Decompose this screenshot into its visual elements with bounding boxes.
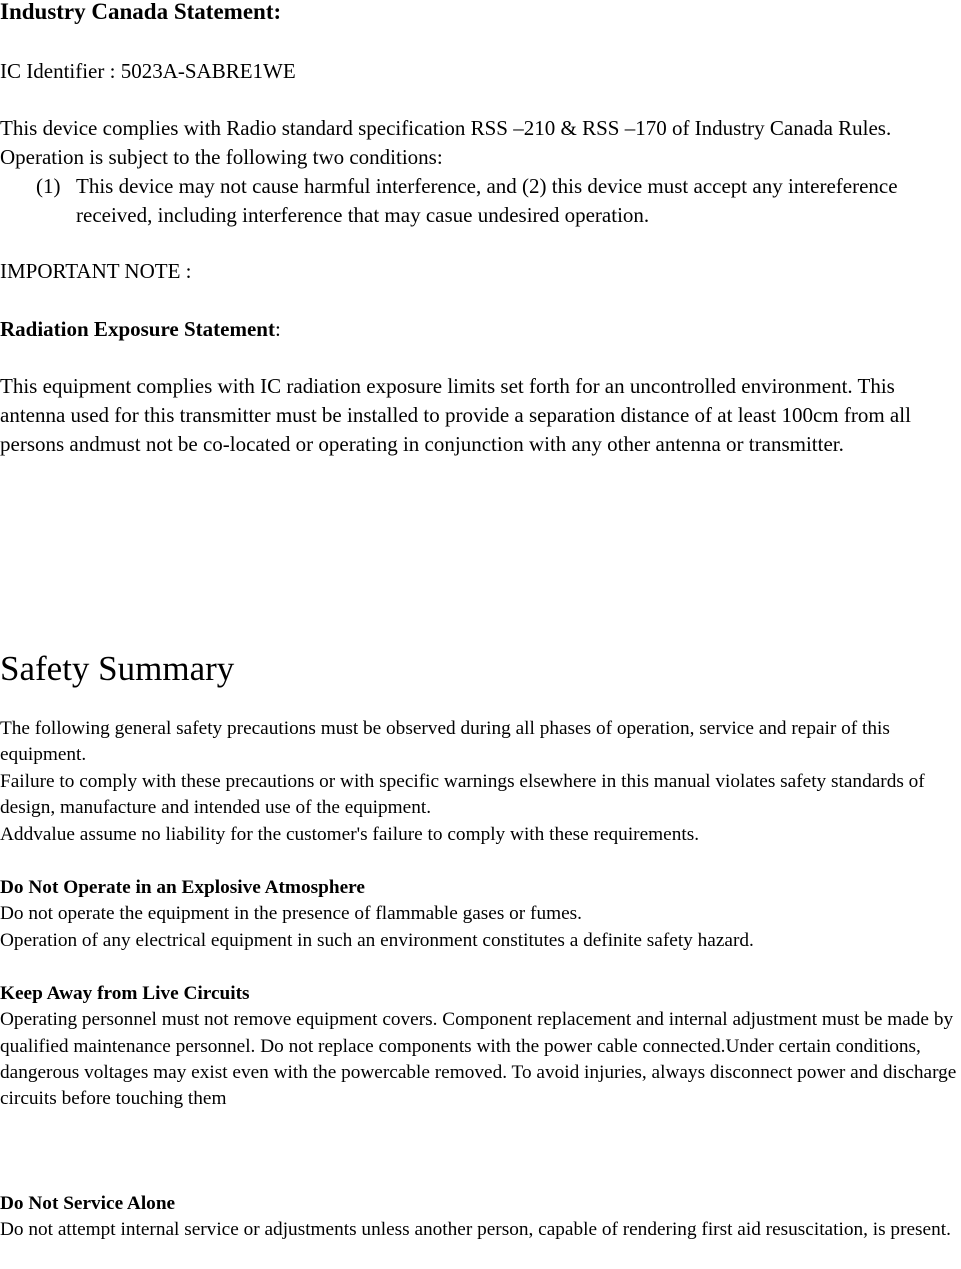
section-text: Do not attempt internal service or adjustments unless another person, capable of rendering first aid resuscitation, is present. <box>0 1219 951 1241</box>
condition-text: This device may not cause harmful interference, and (2) this device must accept any intereference received, including interference that may casue undesired operation. <box>76 174 898 227</box>
section-live-circuits <box>0 981 961 1112</box>
safety-summary-title: Safety Summary <box>0 649 235 688</box>
condition-number: (1) <box>36 174 61 198</box>
section-service-alone <box>0 1191 961 1244</box>
safety-intro-failure: Failure to comply with these precautions or with specific warnings elsewhere in this manual violates safety standards of design, manufacture and intended use of the equipment. <box>0 771 925 819</box>
radiation-heading: Radiation Exposure Statement <box>0 317 275 341</box>
radiation-paragraph: This equipment complies with IC radiation exposure limits set forth for an uncontrolled environment. This antenna used for this transmitter must be installed to provide a separation distance of at least 100cm from all persons andmust not be co-located or operating in conjunction with any other antenna or transmitter. <box>0 374 911 456</box>
section-heading: Do Not Service Alone <box>0 1193 176 1214</box>
condition-list-item <box>36 172 941 230</box>
compliance-paragraph: This device complies with Radio standard specification RSS –210 & RSS –170 of Industry Canada Rules. Operation is subject to the following two conditions: <box>0 116 892 169</box>
radiation-heading-line <box>0 315 961 344</box>
safety-intro-precautions: The following general safety precautions must be observed during all phases of operation, service and repair of this equipment. <box>0 718 890 766</box>
section-explosive-atmosphere <box>0 875 961 954</box>
safety-intro-liability: Addvalue assume no liability for the customer's failure to comply with these requirements. <box>0 824 700 845</box>
ic-statement-title: Industry Canada Statement: <box>0 0 282 24</box>
section-line: Operation of any electrical equipment in such an environment constitutes a definite safety hazard. <box>0 929 754 951</box>
important-note: IMPORTANT NOTE : <box>0 259 192 283</box>
ic-identifier: IC Identifier : 5023A-SABRE1WE <box>0 59 296 83</box>
section-heading: Do Not Operate in an Explosive Atmosphere <box>0 877 365 898</box>
radiation-colon: : <box>274 317 281 341</box>
section-line: Do not operate the equipment in the presence of flammable gases or fumes. <box>0 903 582 925</box>
section-heading: Keep Away from Live Circuits <box>0 983 250 1004</box>
section-text: Operating personnel must not remove equipment covers. Component replacement and internal adjustment must be made by qualified maintenance personnel. Do not replace components with the power cable connected.Under certain conditions, dangerous voltages may exist even with the powercable removed. To avoid injuries, always disconnect power and discharge circuits before touching them <box>0 1009 957 1110</box>
